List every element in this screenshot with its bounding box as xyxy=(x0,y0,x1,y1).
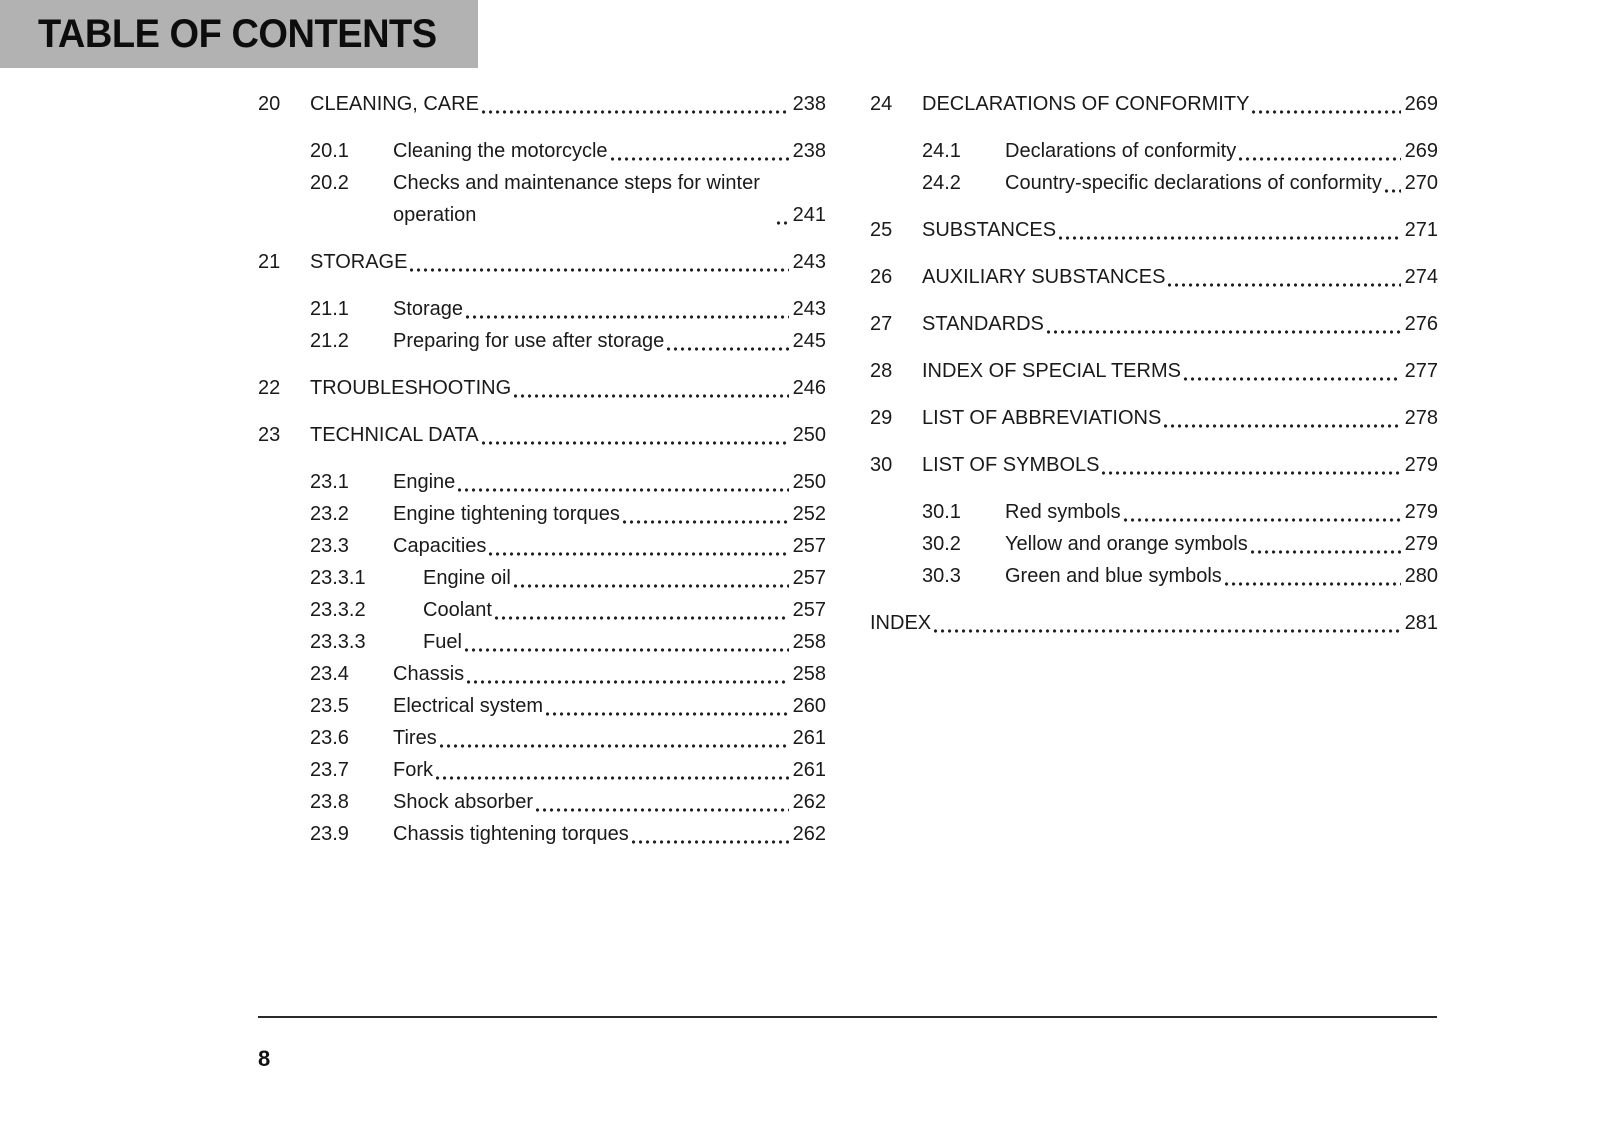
toc-entry xyxy=(258,754,826,786)
entry-number: 30.3 xyxy=(922,565,961,587)
toc-entry xyxy=(258,466,826,498)
leader-dots xyxy=(1164,424,1400,428)
leader-dots xyxy=(623,520,789,524)
entry-label: SUBSTANCES xyxy=(922,219,1057,241)
toc-entry xyxy=(258,530,826,562)
leader-dots xyxy=(1225,582,1401,586)
entry-page: 276 xyxy=(1404,313,1438,335)
toc-column-right xyxy=(870,88,1438,850)
toc-entry xyxy=(258,135,826,167)
entry-number: 23.3 xyxy=(310,535,349,557)
entry-page: 279 xyxy=(1404,454,1438,476)
entry-page: 257 xyxy=(792,535,826,557)
entry-page: 274 xyxy=(1404,266,1438,288)
leader-dots xyxy=(1252,110,1400,114)
leader-dots xyxy=(458,488,788,492)
table-of-contents xyxy=(258,88,1438,850)
entry-label: Capacities xyxy=(393,535,487,557)
toc-entry xyxy=(870,528,1438,560)
entry-number: 25 xyxy=(870,219,893,241)
leader-dots xyxy=(1385,189,1401,193)
toc-entry xyxy=(258,419,826,451)
entry-number: 26 xyxy=(870,266,893,288)
entry-page: 269 xyxy=(1404,140,1438,162)
entry-page: 277 xyxy=(1404,360,1438,382)
entry-label: CLEANING, CARE xyxy=(310,93,479,115)
leader-dots xyxy=(1124,518,1401,522)
entry-label: INDEX OF SPECIAL TERMS xyxy=(922,360,1181,382)
entry-label: INDEX xyxy=(870,612,932,634)
entry-page: 279 xyxy=(1404,533,1438,555)
leader-dots xyxy=(410,268,788,272)
entry-label: Country-specific declarations of conformity xyxy=(1005,172,1382,194)
entry-number: 28 xyxy=(870,360,893,382)
entry-label: AUXILIARY SUBSTANCES xyxy=(922,266,1166,288)
entry-label: Shock absorber xyxy=(393,791,534,813)
entry-label: Chassis tightening torques xyxy=(393,823,629,845)
entry-page: 243 xyxy=(792,298,826,320)
page-title: TABLE OF CONTENTS xyxy=(38,11,437,56)
toc-entry xyxy=(870,402,1438,434)
entry-label: Storage xyxy=(393,298,464,320)
entry-number: 23.6 xyxy=(310,727,349,749)
leader-dots xyxy=(536,808,789,812)
toc-entry xyxy=(870,135,1438,167)
leader-dots xyxy=(465,648,789,652)
leader-dots xyxy=(1239,157,1400,161)
toc-entry xyxy=(258,722,826,754)
entry-number: 23.3.3 xyxy=(310,631,366,653)
leader-dots xyxy=(1168,283,1400,287)
entry-label: Fork xyxy=(393,759,433,781)
entry-label: Green and blue symbols xyxy=(1005,565,1222,587)
entry-label: Declarations of conformity xyxy=(1005,140,1237,162)
toc-entry xyxy=(258,498,826,530)
entry-number: 20 xyxy=(258,93,281,115)
toc-entry xyxy=(258,690,826,722)
entry-page: 258 xyxy=(792,631,826,653)
entry-label: Yellow and orange symbols xyxy=(1005,533,1248,555)
toc-entry xyxy=(258,293,826,325)
entry-number: 23.1 xyxy=(310,471,349,493)
entry-label: STORAGE xyxy=(310,251,408,273)
toc-entry xyxy=(870,449,1438,481)
entry-page: 241 xyxy=(792,204,826,226)
entry-number: 30.1 xyxy=(922,501,961,523)
toc-column-left xyxy=(258,88,826,850)
entry-label: Engine oil xyxy=(423,567,511,589)
leader-dots xyxy=(632,840,789,844)
leader-dots xyxy=(495,616,789,620)
entry-label: Fuel xyxy=(423,631,462,653)
leader-dots xyxy=(467,680,788,684)
entry-label: Electrical system xyxy=(393,695,544,717)
footer-divider xyxy=(258,1016,1437,1018)
entry-label: Engine tightening torques xyxy=(393,503,620,525)
entry-page: 258 xyxy=(792,663,826,685)
toc-entry xyxy=(258,818,826,850)
toc-entry xyxy=(870,355,1438,387)
entry-label: Red symbols xyxy=(1005,501,1121,523)
entry-page: 262 xyxy=(792,823,826,845)
entry-page: 257 xyxy=(792,599,826,621)
entry-label: Cleaning the motorcycle xyxy=(393,140,608,162)
entry-page: 250 xyxy=(792,424,826,446)
entry-number: 21.1 xyxy=(310,298,349,320)
entry-label: TROUBLESHOOTING xyxy=(310,377,512,399)
entry-number: 24.2 xyxy=(922,172,961,194)
entry-page: 238 xyxy=(792,93,826,115)
leader-dots xyxy=(934,629,1401,633)
entry-label: Engine xyxy=(393,471,456,493)
toc-entry xyxy=(258,562,826,594)
toc-entry xyxy=(870,214,1438,246)
entry-number: 30.2 xyxy=(922,533,961,555)
entry-number: 23 xyxy=(258,424,281,446)
entry-number: 22 xyxy=(258,377,281,399)
entry-label: LIST OF SYMBOLS xyxy=(922,454,1100,476)
toc-entry xyxy=(870,496,1438,528)
leader-dots xyxy=(1102,471,1400,475)
leader-dots xyxy=(482,110,789,114)
entry-number: 23.5 xyxy=(310,695,349,717)
page-title-bar xyxy=(0,0,478,68)
entry-page: 262 xyxy=(792,791,826,813)
leader-dots xyxy=(440,744,789,748)
leader-dots xyxy=(611,157,789,161)
entry-page: 260 xyxy=(792,695,826,717)
leader-dots xyxy=(1184,377,1401,381)
entry-label: STANDARDS xyxy=(922,313,1044,335)
leader-dots xyxy=(546,712,789,716)
entry-page: 271 xyxy=(1404,219,1438,241)
entry-number: 30 xyxy=(870,454,893,476)
entry-number: 21 xyxy=(258,251,281,273)
entry-page: 261 xyxy=(792,759,826,781)
entry-page: 246 xyxy=(792,377,826,399)
entry-page: 243 xyxy=(792,251,826,273)
leader-dots xyxy=(1251,550,1401,554)
entry-number: 23.8 xyxy=(310,791,349,813)
entry-number: 29 xyxy=(870,407,893,429)
leader-dots xyxy=(466,315,789,319)
entry-label: DECLARATIONS OF CONFORMITY xyxy=(922,93,1250,115)
entry-page: 281 xyxy=(1404,612,1438,634)
entry-number: 20.1 xyxy=(310,140,349,162)
leader-dots xyxy=(514,584,789,588)
entry-label: TECHNICAL DATA xyxy=(310,424,479,446)
entry-number: 23.9 xyxy=(310,823,349,845)
toc-entry xyxy=(258,372,826,404)
toc-entry xyxy=(870,88,1438,120)
entry-number: 23.7 xyxy=(310,759,349,781)
entry-page: 261 xyxy=(792,727,826,749)
entry-page: 257 xyxy=(792,567,826,589)
entry-page: 250 xyxy=(792,471,826,493)
leader-dots xyxy=(1047,330,1401,334)
entry-label: LIST OF ABBREVIATIONS xyxy=(922,407,1162,429)
toc-entry xyxy=(258,594,826,626)
leader-dots xyxy=(1059,236,1401,240)
toc-entry xyxy=(258,626,826,658)
leader-dots xyxy=(482,441,789,445)
entry-page: 280 xyxy=(1404,565,1438,587)
toc-entry xyxy=(870,607,1438,639)
toc-entry xyxy=(258,325,826,357)
entry-page: 278 xyxy=(1404,407,1438,429)
entry-number: 24 xyxy=(870,93,893,115)
entry-page: 270 xyxy=(1404,172,1438,194)
entry-number: 23.3.2 xyxy=(310,599,366,621)
entry-number: 21.2 xyxy=(310,330,349,352)
leader-dots xyxy=(514,394,788,398)
page-number: 8 xyxy=(258,1046,271,1071)
entry-number: 24.1 xyxy=(922,140,961,162)
entry-number: 20.2 xyxy=(310,172,349,194)
entry-number: 23.3.1 xyxy=(310,567,366,589)
entry-label: Chassis xyxy=(393,663,465,685)
toc-entry xyxy=(258,88,826,120)
entry-number: 27 xyxy=(870,313,893,335)
leader-dots xyxy=(667,347,788,351)
entry-label: Checks and maintenance steps for winter operation xyxy=(393,172,760,226)
toc-entry xyxy=(258,167,826,231)
entry-label: Coolant xyxy=(423,599,492,621)
toc-entry xyxy=(870,560,1438,592)
toc-entry xyxy=(870,261,1438,293)
leader-dots xyxy=(777,221,789,225)
toc-entry xyxy=(258,786,826,818)
entry-page: 245 xyxy=(792,330,826,352)
entry-label: Preparing for use after storage xyxy=(393,330,665,352)
entry-page: 279 xyxy=(1404,501,1438,523)
entry-number: 23.2 xyxy=(310,503,349,525)
toc-entry xyxy=(870,167,1438,199)
entry-page: 238 xyxy=(792,140,826,162)
entry-label: Tires xyxy=(393,727,437,749)
leader-dots xyxy=(436,776,789,780)
toc-entry xyxy=(258,246,826,278)
entry-page: 252 xyxy=(792,503,826,525)
toc-entry xyxy=(870,308,1438,340)
toc-entry xyxy=(258,658,826,690)
leader-dots xyxy=(489,552,788,556)
entry-number: 23.4 xyxy=(310,663,349,685)
entry-page: 269 xyxy=(1404,93,1438,115)
